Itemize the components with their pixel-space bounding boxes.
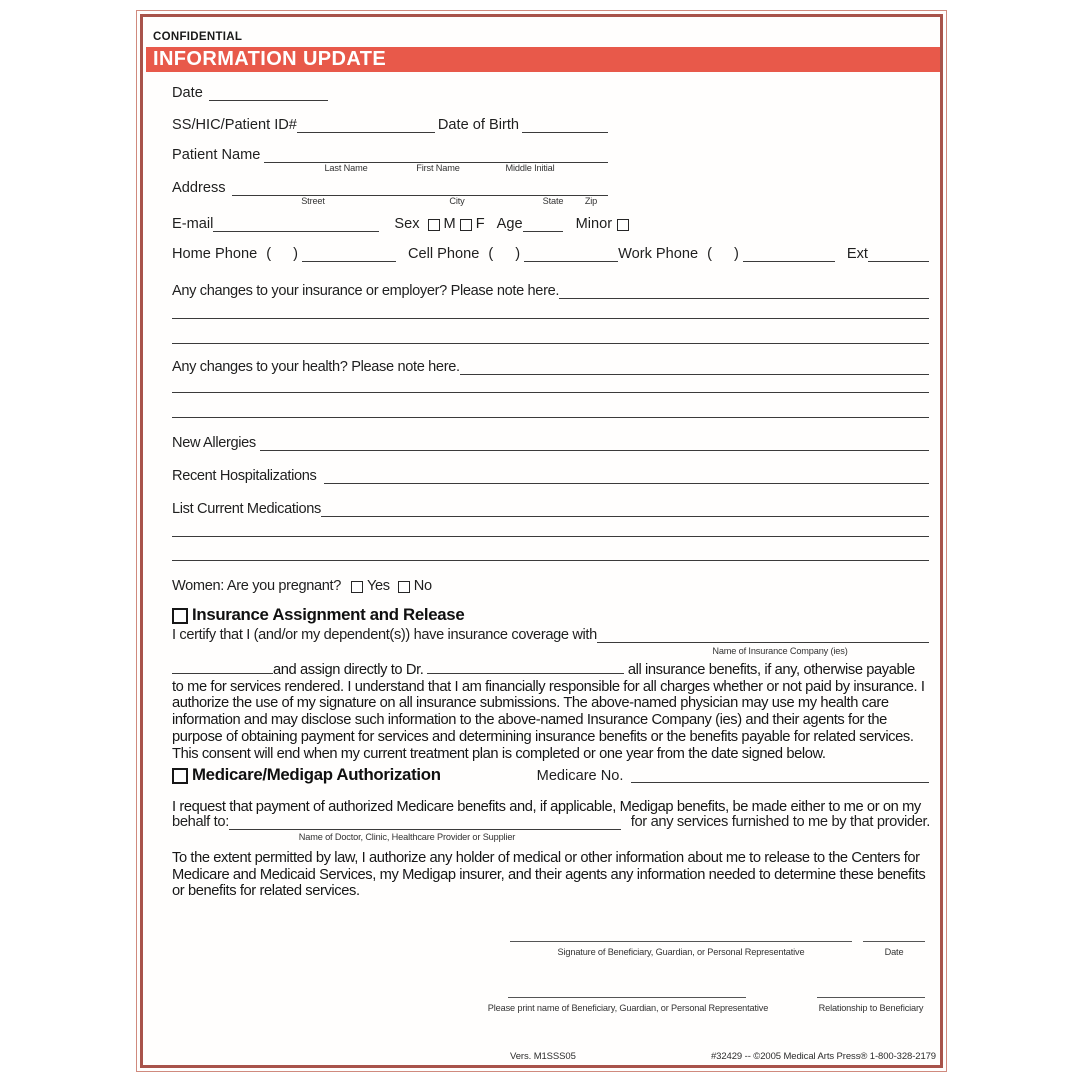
work-phone-label: Work Phone	[618, 246, 699, 262]
medications-row	[172, 501, 929, 518]
medicare-extent-text: To the extent permitted by law, I authorize any holder of medical or other information about me to release to the Centers for Medicare and Medicaid Services, my Medigap insurer, and their agents any information needed to determine these benefits or benefits for related services.	[172, 850, 926, 900]
assignment-body-text: all insurance benefits, if any, otherwise payable to me for services rendered. I understand that I am financially responsible for all charges whether or not paid by insurance. I authorize the use of my signature on all insurance submissions. The above-named physician may use my health care information and may disclose such information to the above-named Insurance Company (ies) and their agents for the purpose of obtaining payment for services and determining insurance benefits or the benefits payable for related services. This consent will end when my current treatment plan is completed or one year from the date signed below.	[172, 662, 925, 762]
medicare-no-input-line[interactable]	[631, 770, 929, 783]
patient-name-label: Patient Name	[172, 147, 261, 163]
home-phone-rparen: )	[293, 246, 298, 262]
street-caption: Street	[301, 196, 325, 206]
signature-input-line[interactable]	[510, 941, 852, 942]
medicare-behalf-row	[172, 814, 930, 831]
doctor-name-input-line[interactable]	[427, 663, 624, 674]
cell-phone-rparen: )	[515, 246, 521, 262]
relationship-input-line[interactable]	[817, 997, 925, 998]
date-input-line[interactable]	[209, 88, 328, 101]
email-sex-age-row	[172, 216, 622, 233]
patient-id-label: SS/HIC/Patient ID#	[172, 117, 297, 133]
allergies-input-line[interactable]	[260, 438, 929, 451]
age-input-line[interactable]	[523, 219, 563, 232]
ext-input-line[interactable]	[868, 249, 929, 262]
medicare-title: Medicare/Medigap Authorization	[192, 765, 441, 784]
email-label: E-mail	[172, 216, 214, 232]
insurance-change-input-line[interactable]	[559, 286, 929, 299]
dob-input-line[interactable]	[522, 120, 608, 133]
signature-date-caption: Date	[884, 947, 904, 957]
cell-phone-label: Cell Phone	[407, 246, 480, 262]
signature-date-input-line[interactable]	[863, 941, 925, 942]
insurance-assignment-checkbox[interactable]	[172, 608, 188, 624]
dob-label: Date of Birth	[437, 117, 519, 133]
medicare-title-row	[172, 765, 929, 784]
assignee-input-line[interactable]	[172, 663, 273, 674]
cell-phone-input-line[interactable]	[524, 249, 618, 262]
patient-id-input-line[interactable]	[297, 120, 435, 133]
address-label: Address	[172, 180, 226, 196]
patient-name-row	[172, 147, 608, 164]
middle-initial-caption: Middle Initial	[505, 163, 555, 173]
sex-female-checkbox[interactable]	[460, 219, 472, 231]
medicare-request-text: I request that payment of authorized Medicare benefits and, if applicable, Medigap benefits, be made either to me or on my	[172, 799, 921, 815]
certify-text: I certify that I (and/or my dependent(s)) have insurance coverage with	[172, 627, 597, 643]
provider-caption: Name of Doctor, Clinic, Healthcare Provider or Supplier	[298, 832, 516, 842]
age-label: Age	[496, 216, 523, 232]
form-page	[136, 10, 947, 1072]
home-phone-lparen: (	[266, 246, 272, 262]
id-dob-row	[172, 117, 608, 134]
zip-caption: Zip	[584, 196, 598, 206]
hospitalizations-row	[172, 468, 929, 485]
medicare-checkbox[interactable]	[172, 768, 188, 784]
state-caption: State	[542, 196, 564, 206]
insurance-company-caption: Name of Insurance Company (ies)	[712, 646, 848, 656]
pregnant-question: Women: Are you pregnant?	[172, 578, 341, 594]
insurance-company-input-line[interactable]	[597, 630, 929, 643]
medications-label: List Current Medications	[172, 501, 321, 517]
medications-input-line[interactable]	[321, 504, 929, 517]
work-phone-rparen: )	[734, 246, 739, 262]
minor-checkbox[interactable]	[617, 219, 629, 231]
title-banner	[146, 47, 940, 72]
certify-row	[172, 627, 929, 644]
footer-catalog: #32429 -- ©2005 Medical Arts Press® 1-800-328-2179	[711, 1051, 936, 1062]
health-change-blank-line-2[interactable]	[172, 417, 929, 418]
home-phone-label: Home Phone	[172, 246, 258, 262]
provider-input-line[interactable]	[229, 817, 621, 830]
allergies-row	[172, 435, 929, 452]
health-change-row	[172, 359, 929, 376]
patient-name-input-line[interactable]	[264, 150, 608, 163]
medicare-request-tail: for any services furnished to me by that provider.	[630, 814, 930, 830]
print-name-caption: Please print name of Beneficiary, Guardian, or Personal Representative	[487, 1003, 769, 1013]
hospitalizations-label: Recent Hospitalizations	[172, 468, 317, 484]
no-label: No	[413, 578, 432, 594]
ext-label: Ext	[846, 246, 868, 262]
allergies-label: New Allergies	[172, 435, 256, 451]
sex-label: Sex	[394, 216, 420, 232]
relationship-caption: Relationship to Beneficiary	[818, 1003, 924, 1013]
insurance-change-blank-line-1[interactable]	[172, 318, 929, 319]
footer-version: Vers. M1SSS05	[510, 1051, 576, 1062]
last-name-caption: Last Name	[324, 163, 368, 173]
home-phone-input-line[interactable]	[302, 249, 396, 262]
medications-blank-line-2[interactable]	[172, 560, 929, 561]
date-label: Date	[172, 85, 203, 101]
date-row	[172, 85, 328, 102]
signature-caption: Signature of Beneficiary, Guardian, or Personal Representative	[557, 947, 805, 957]
first-name-caption: First Name	[416, 163, 460, 173]
sex-male-checkbox[interactable]	[428, 219, 440, 231]
print-name-input-line[interactable]	[508, 997, 746, 998]
health-change-question: Any changes to your health? Please note here.	[172, 359, 460, 375]
minor-label: Minor	[575, 216, 613, 232]
city-caption: City	[449, 196, 465, 206]
address-input-line[interactable]	[232, 183, 608, 196]
phone-row	[172, 246, 929, 263]
pregnant-no-checkbox[interactable]	[398, 581, 410, 593]
assign-text: and assign directly to Dr.	[273, 662, 424, 678]
yes-label: Yes	[367, 578, 390, 594]
insurance-assignment-title-row	[172, 605, 464, 624]
health-change-input-line[interactable]	[460, 362, 929, 375]
medications-blank-line-1[interactable]	[172, 536, 929, 537]
confidential-label: CONFIDENTIAL	[153, 31, 243, 43]
email-input-line[interactable]	[213, 219, 379, 232]
work-phone-input-line[interactable]	[743, 249, 835, 262]
medicare-extent-paragraph	[172, 850, 930, 900]
insurance-assignment-title: Insurance Assignment and Release	[192, 605, 465, 624]
behalf-label: behalf to:	[172, 814, 229, 830]
medicare-no-label: Medicare No.	[536, 767, 624, 784]
work-phone-lparen: (	[707, 246, 713, 262]
pregnant-row	[172, 578, 432, 595]
hospitalizations-input-line[interactable]	[324, 471, 929, 484]
insurance-change-row	[172, 283, 929, 300]
cell-phone-lparen: (	[488, 246, 494, 262]
insurance-change-blank-line-2[interactable]	[172, 343, 929, 344]
female-label: F	[475, 216, 485, 232]
male-label: M	[443, 216, 456, 232]
assignment-paragraph	[172, 662, 930, 762]
insurance-change-question: Any changes to your insurance or employer? Please note here.	[172, 283, 560, 299]
address-row	[172, 180, 608, 197]
pregnant-yes-checkbox[interactable]	[351, 581, 363, 593]
health-change-blank-line-1[interactable]	[172, 392, 929, 393]
form-title: INFORMATION UPDATE	[153, 48, 387, 70]
